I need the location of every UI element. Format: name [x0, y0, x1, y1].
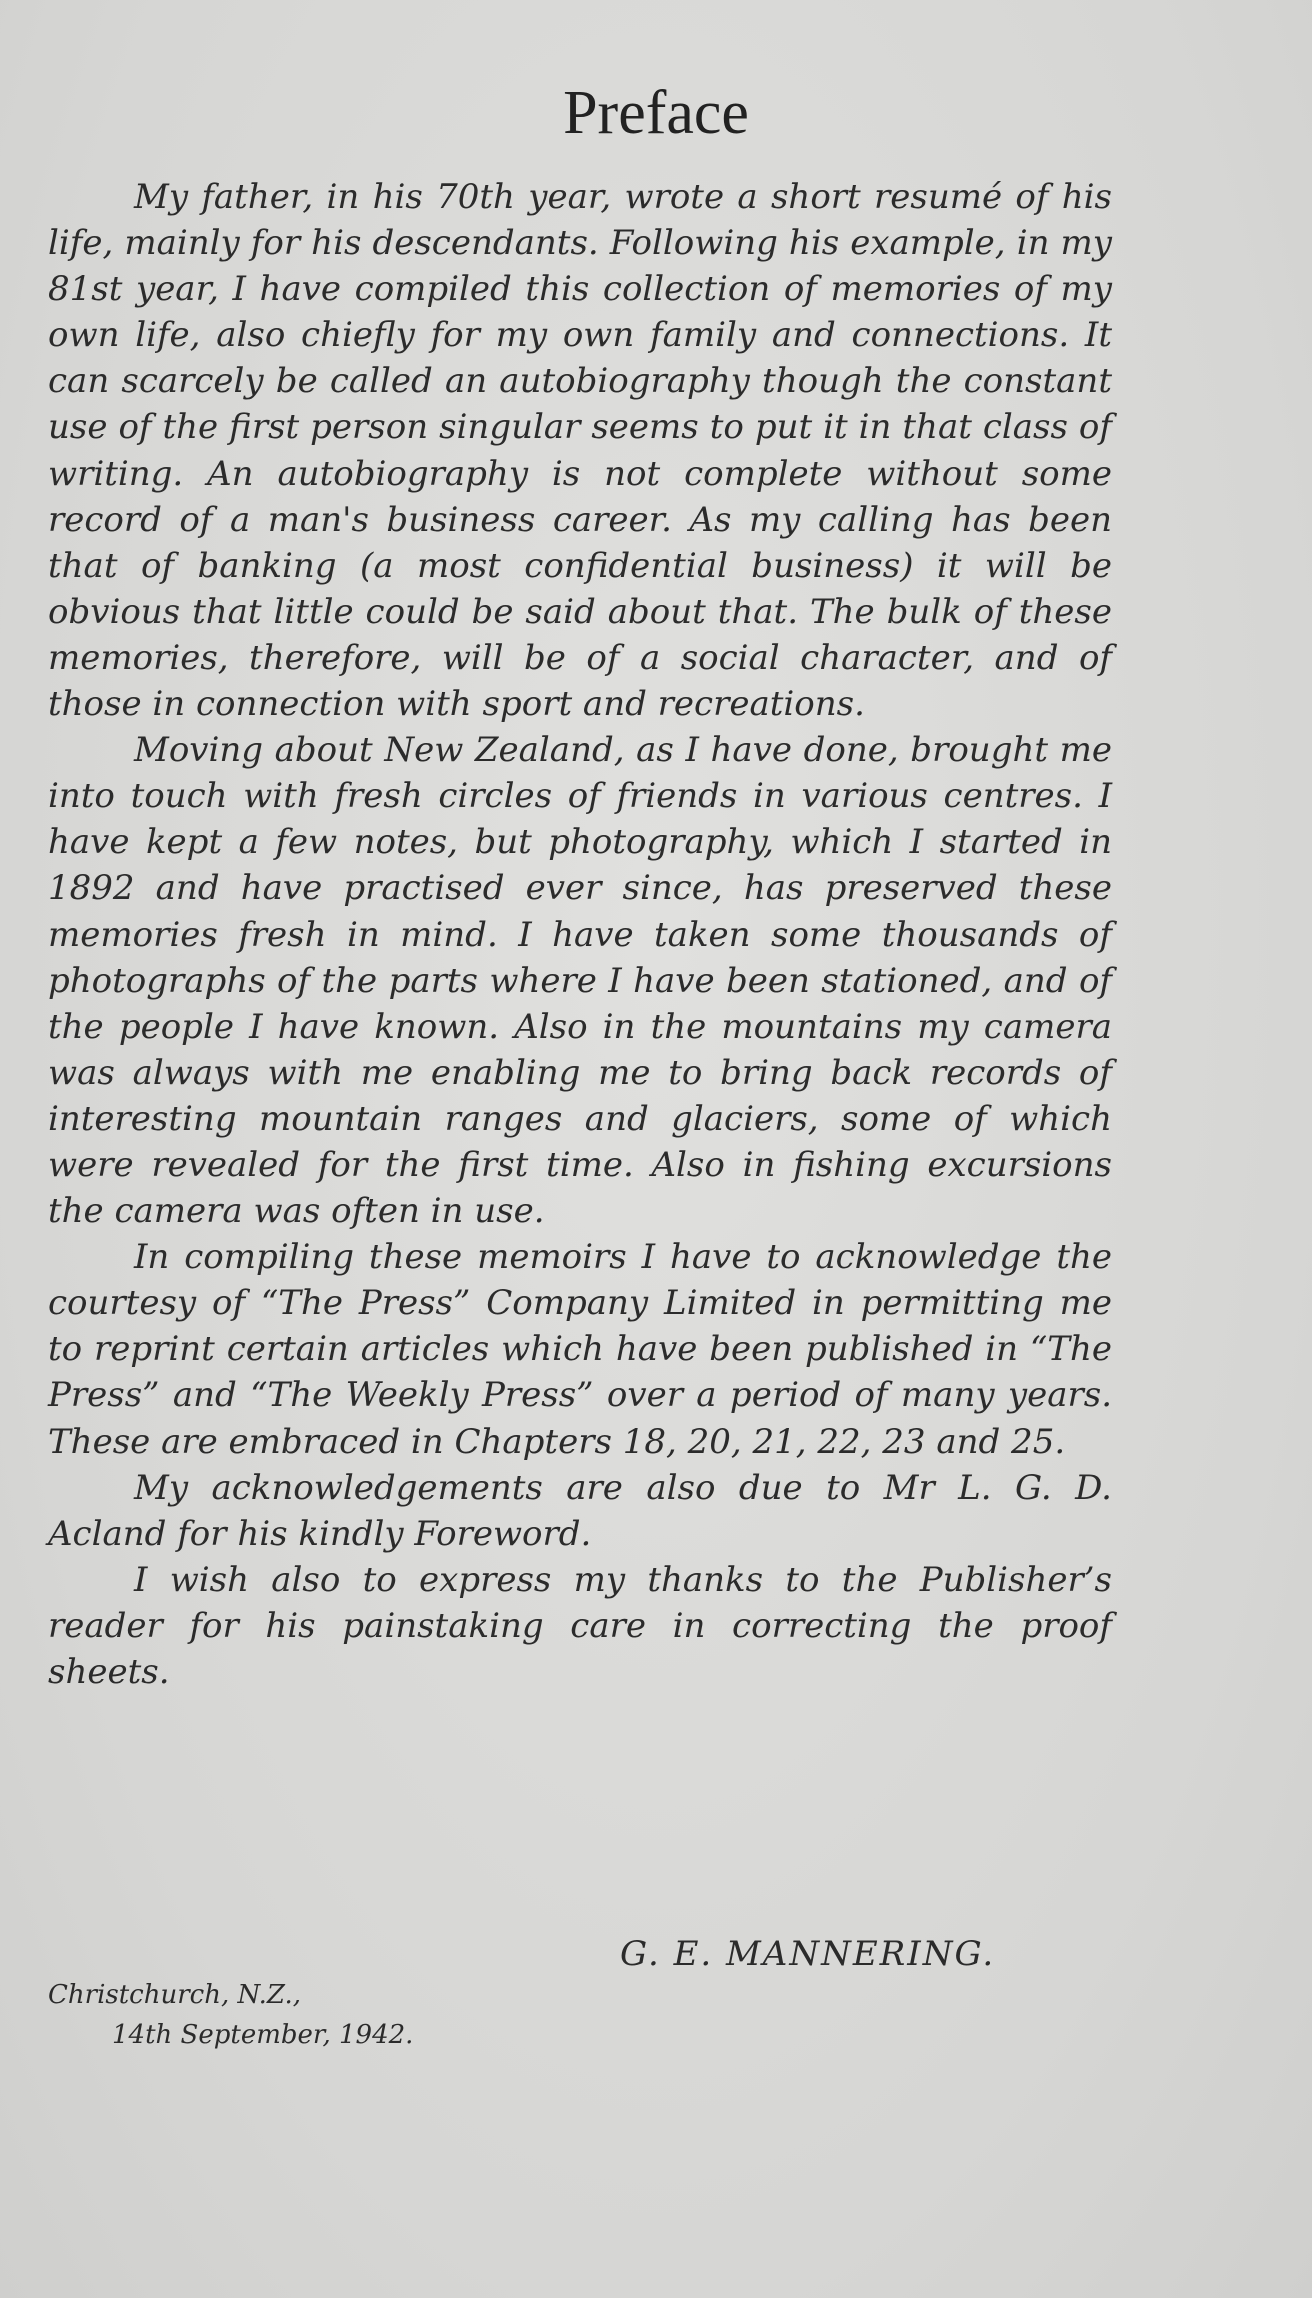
paragraph-1: My father, in his 70th year, wrote a short resumé of his life, mainly for his descendants. Following his example, in my 81st year, I have compiled this collection of memories of my own life, also chiefly for my own family and connections. It can scarcely be called an autobiography though the constant use of the first person singular seems to put it in that class of writing. An autobiography is not complete without some record of a man's business career. As my calling has been that of banking (a most confidential business) it will be obvious that little could be said about that. The bulk of these memories, therefore, will be of a social character, and of those in connection with sport and recreations. — [48, 177, 1112, 725]
page-title: Preface — [563, 79, 749, 147]
paragraph-2: Moving about New Zealand, as I have done, brought me into touch with fresh circles of friends in various centres. I have kept a few notes, but photography, which I started in 1892 and have practised ever since, has preserved these memories fresh in mind. I have taken some thousands of photographs of the parts where I have been stationed, and of the people I have known. Also in the mountains my camera was always with me enabling me to bring back records of interesting mountain ranges and glaciers, some of which were revealed for the first time. Also in fishing excursions the camera was often in use. — [48, 730, 1112, 1232]
place-line: Christchurch, N.Z., — [48, 1980, 301, 2010]
date-line: 14th September, 1942. — [112, 2020, 414, 2050]
preface-body — [48, 174, 1112, 1695]
author-signature: G. E. MANNERING. — [620, 1934, 996, 1974]
paragraph-4: My acknowledgements are also due to Mr L. G. D. Acland for his kindly Foreword. — [48, 1467, 1112, 1554]
paragraph-5: I wish also to express my thanks to the Publisher’s reader for his painstaking care in correcting the proof sheets. — [48, 1559, 1112, 1692]
paragraph-3: In compiling these memoirs I have to acknowledge the courtesy of “The Press” Company Limited in permitting me to reprint certain articles which have been published in “The Press” and “The Weekly Press” over a period of many years. These are embraced in Chapters 18, 20, 21, 22, 23 and 25. — [48, 1237, 1112, 1462]
